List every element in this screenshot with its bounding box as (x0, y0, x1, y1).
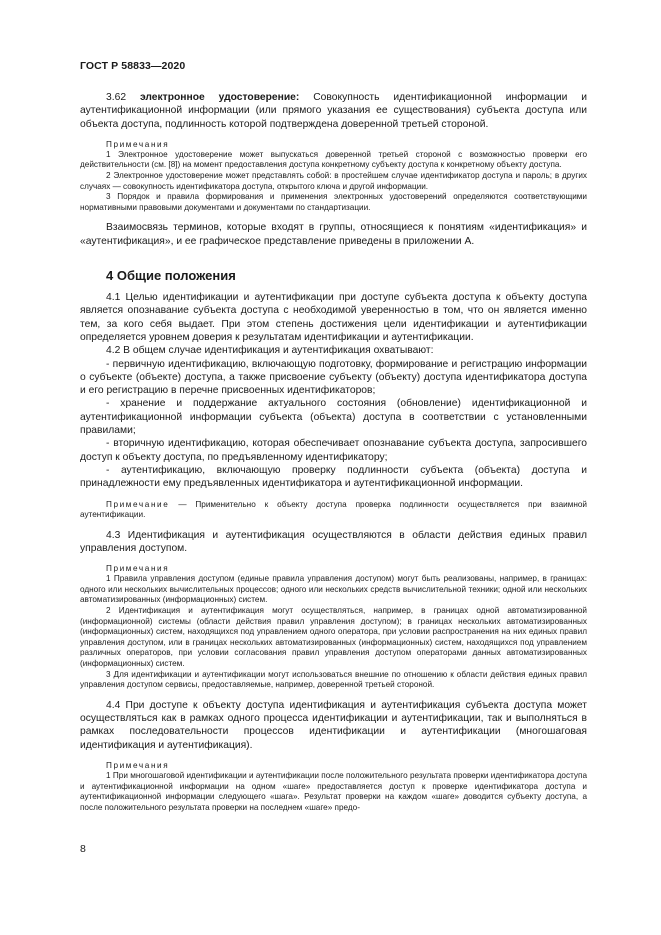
bullet-item: - аутентификацию, включающую проверку подлинности субъекта (объекта) доступа и принадлежности ему предъявленных идентификатора и аутентификационной информации. (80, 464, 587, 490)
notes-heading: Примечания (106, 564, 170, 574)
paragraph-4-4: 4.4 При доступе к объекту доступа идентификация и аутентификация субъекта доступа может осуществляться как в рамках одного процесса идентификации и аутентификации, так и выполняться в рамках последовательности процессов идентификации и аутентификации (многошаговая идентификация и аутентификация). (80, 699, 587, 751)
note-4-2 (80, 500, 587, 521)
notes-heading: Примечания (106, 139, 170, 149)
notes-heading: Примечания (106, 761, 170, 770)
document-code-header: ГОСТ Р 58833—2020 (80, 60, 186, 72)
note-label: Примечание (106, 499, 170, 509)
note-item: 1 Правила управления доступом (единые правила управления доступом) могут быть реализованы, например, в границах: одного или нескольких вычислительных процессов; одного или нескольких средств вычислительной техники; одной или нескольких автоматизированных (информационных) систем. (80, 574, 587, 605)
bullet-item: - первичную идентификацию, включающую подготовку, формирование и регистрацию информации о субъекте (объекте) доступа, а также присвоение субъекту (объекту) доступа идентификатора доступа и его регистрацию в перечне присвоенных идентификаторов; (80, 358, 587, 397)
term-definition: Совокупность идентификационной информации и аутентификационной информации (или прямого указания ее существования) субъекта доступа или объекта доступа, подлинность которой подтверждена доверенной третьей стороной. (80, 92, 587, 130)
note-item: 1 При многошаговой идентификации и аутентификации после положительного результата проверки идентификатора доступа и аутентификационной информации на одном «шаге» предоставляется доступ к проверке идентификатора доступа и аутентификационной информации следующего «шага». Результат проверки на каждом «шаге» доводится субъекту доступа, а после положительного результата проверки на последнем «шаге» предо- (80, 771, 587, 812)
term-name: электронное удостоверение: (139, 92, 300, 103)
note-text: — Применительно к объекту доступа проверка подлинности осуществляется при взаимной аутентификации. (80, 499, 587, 520)
note-item: 3 Порядок и правила формирования и применения электронных удостоверений определяются соответствующими нормативными правовыми документами и документами по стандартизации. (80, 192, 587, 212)
paragraph-4-2: 4.2 В общем случае идентификация и аутентификация охватывают: (106, 345, 434, 357)
term-number: 3.62 (106, 92, 127, 103)
paragraph-4-3: 4.3 Идентификация и аутентификация осуществляются в области действия единых правил управления доступом. (80, 529, 587, 554)
page-number: 8 (80, 843, 86, 855)
note-item: 3 Для идентификации и аутентификации могут использоваться внешние по отношению к области действия единых правил управления доступом сервисы, предоставляемые, например, доверенной третьей стороной. (80, 669, 587, 690)
bullet-item: - хранение и поддержание актуального состояния (обновление) идентификационной и аутентификационной информации субъекта (объекта) доступа в соответствии с установленными правилами; (80, 398, 587, 437)
note-item: 2 Электронное удостоверение может представлять собой: в простейшем случае идентификатор доступа и пароль; в других случаях — совокупность идентификатора доступа, открытого ключа и другой информации. (80, 171, 587, 191)
term-3-62 (80, 91, 587, 131)
bullet-item: - вторичную идентификацию, которая обеспечивает опознавание субъекта доступа, запросившего доступ к объекту доступа, по предъявленному идентификатору; (80, 438, 587, 463)
paragraph-4-1: 4.1 Целью идентификации и аутентификации при доступе субъекта доступа к объекту доступа является опознавание субъекта доступа с необходимой уверенностью в том, что он является именно тем, за кого себя выдает. При этом степень достижения цели идентификации и аутентификации определяется уровнем доверия к результатам идентификации и аутентификации. (80, 292, 587, 343)
section-heading: 4 Общие положения (106, 268, 236, 284)
note-item: 2 Идентификация и аутентификация могут осуществляться, например, в границах одной автоматизированной (информационной) системы (области действия правил управления доступом); в границах нескольких автоматизированных (информационных) систем, находящихся под управлением одного оператора, при условии распространения на них единых правил управления доступом, или в границах нескольких автоматизированных (информационных) систем, находящихся под управлением различных операторов, при условии согласования правил управления доступом операторами данных автоматизированных (информационных) систем. (80, 606, 587, 669)
note-item: 1 Электронное удостоверение может выпускаться доверенной третьей стороной с возможностью проверки его действительности (см. [8]) на момент предоставления доступа конкретному субъекту доступа к конкретному объекту доступа. (80, 149, 587, 170)
relation-paragraph: Взаимосвязь терминов, которые входят в группы, относящиеся к понятиям «идентификация» и «аутентификация», и ее графическое представление приведены в приложении А. (80, 222, 587, 247)
page-content (80, 91, 587, 813)
